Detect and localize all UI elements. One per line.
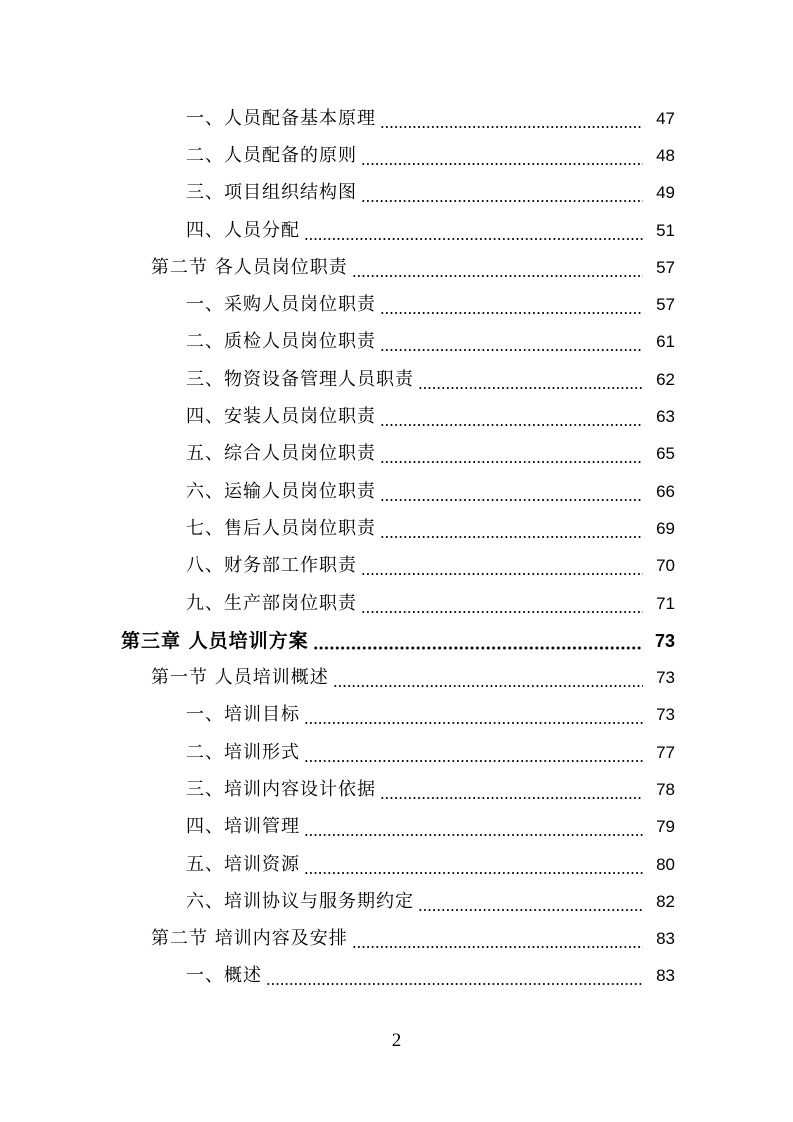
toc-entry[interactable] [0,361,793,398]
dot-leader [304,221,643,243]
toc-entry-label: 三、培训内容设计依据 [186,778,376,800]
dot-leader [380,444,643,466]
toc-entry-page: 48 [656,145,675,165]
dot-leader [380,482,643,504]
dot-leader [361,594,643,616]
toc-entry-page: 83 [656,929,675,949]
toc-entry-label: 五、综合人员岗位职责 [186,443,376,465]
toc-entry-page: 49 [656,183,675,203]
toc-entry[interactable] [0,324,793,361]
toc-entry-label: 一、采购人员岗位职责 [186,294,376,316]
toc-entry[interactable] [0,846,793,883]
toc-entry[interactable] [0,473,793,510]
dot-leader [304,817,643,839]
toc-entry[interactable] [0,883,793,920]
toc-entry-page: 66 [656,481,675,501]
dot-leader [352,258,643,280]
toc-entry-page: 61 [656,332,675,352]
toc-entry-label: 二、培训形式 [186,741,300,763]
dot-leader [304,855,643,877]
dot-leader [361,146,643,168]
toc-entry-label: 三、项目组织结构图 [186,182,357,204]
dot-leader [333,668,643,690]
toc-entry[interactable] [0,809,793,846]
dot-leader [361,556,643,578]
dot-leader [304,705,643,727]
toc-entry-label: 二、人员配备的原则 [186,144,357,166]
toc-entry-label: 九、生产部岗位职责 [186,592,357,614]
dot-leader [361,183,643,205]
dot-leader [380,332,643,354]
toc-entry-page: 57 [656,257,675,277]
toc-entry-label: 第一节 人员培训概述 [151,667,329,689]
toc-chapter-entry[interactable] [0,622,793,659]
toc-entry-label: 一、人员配备基本原理 [186,107,376,129]
toc-entry[interactable] [0,398,793,435]
toc-entry[interactable] [0,771,793,808]
toc-entry-label: 八、财务部工作职责 [186,555,357,577]
toc-entry-label: 一、概述 [186,965,262,987]
toc-entry-label: 六、运输人员岗位职责 [186,480,376,502]
dot-leader [380,109,643,131]
toc-section-entry[interactable] [0,921,793,958]
toc-entry-label: 二、质检人员岗位职责 [186,331,376,353]
toc-entry-page: 47 [656,108,675,128]
toc-entry-label: 七、售后人员岗位职责 [186,517,376,539]
toc-entry-label: 第三章 人员培训方案 [121,629,309,652]
toc-entry[interactable] [0,958,793,995]
toc-entry[interactable] [0,175,793,212]
dot-leader [304,743,643,765]
dot-leader [380,295,643,317]
toc-section-entry[interactable] [0,249,793,286]
toc-section-entry[interactable] [0,659,793,696]
toc-entry[interactable] [0,734,793,771]
toc-entry[interactable] [0,100,793,137]
toc-entry-label: 第二节 培训内容及安排 [151,928,348,950]
dot-leader [266,966,643,988]
toc-entry[interactable] [0,286,793,323]
toc-entry[interactable] [0,697,793,734]
toc-entry-page: 73 [656,705,675,725]
toc-entry[interactable] [0,510,793,547]
toc-entry-page: 71 [656,593,675,613]
toc-entry-label: 五、培训资源 [186,853,300,875]
toc-entry-page: 73 [656,668,675,688]
toc-entry-page: 82 [656,891,675,911]
toc-entry-page: 65 [656,444,675,464]
toc-entry[interactable] [0,137,793,174]
toc-entry-page: 69 [656,518,675,538]
table-of-contents [0,100,793,995]
dot-leader [352,929,643,951]
toc-entry-label: 四、培训管理 [186,816,300,838]
toc-entry-page: 63 [656,407,675,427]
page-number: 2 [391,1030,402,1051]
dot-leader [313,631,643,653]
dot-leader [380,519,643,541]
toc-entry-label: 一、培训目标 [186,704,300,726]
toc-entry-page: 77 [656,742,675,762]
toc-entry[interactable] [0,585,793,622]
toc-entry-label: 四、人员分配 [186,219,300,241]
toc-entry[interactable] [0,436,793,473]
toc-entry-page: 79 [656,817,675,837]
toc-entry-page: 83 [656,966,675,986]
toc-entry-page: 57 [656,295,675,315]
dot-leader [380,780,643,802]
toc-entry-page: 51 [656,220,675,240]
toc-entry-page: 73 [654,630,675,651]
toc-entry-label: 三、物资设备管理人员职责 [186,368,414,390]
toc-entry-label: 第二节 各人员岗位职责 [151,256,348,278]
dot-leader [418,370,643,392]
toc-entry[interactable] [0,548,793,585]
toc-entry-page: 62 [656,369,675,389]
toc-entry-page: 78 [656,779,675,799]
toc-entry-label: 四、安装人员岗位职责 [186,406,376,428]
toc-entry-page: 70 [656,556,675,576]
toc-entry-page: 80 [656,854,675,874]
toc-entry[interactable] [0,212,793,249]
dot-leader [380,407,643,429]
toc-entry-label: 六、培训协议与服务期约定 [186,890,414,912]
dot-leader [418,892,643,914]
